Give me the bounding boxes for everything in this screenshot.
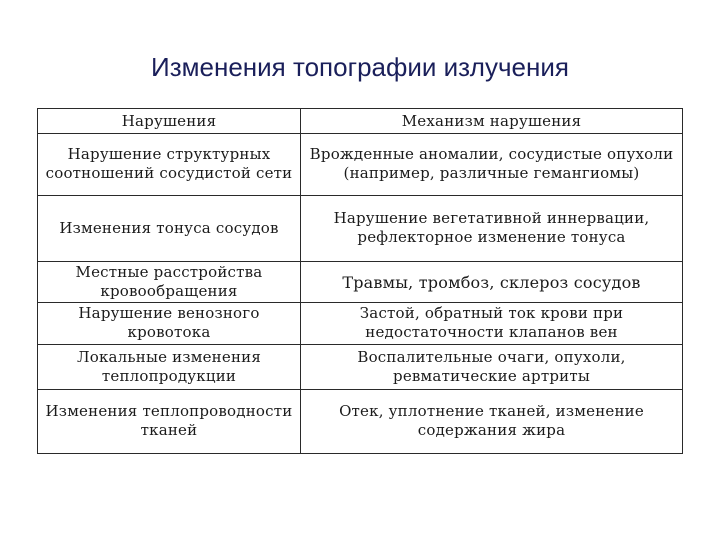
table-row [38, 344, 683, 389]
disorder-cell: Нарушение структурных соотношений сосудистой сети [38, 134, 301, 196]
table-row [38, 134, 683, 196]
mechanism-cell: Воспалительные очаги, опухоли, ревматические артриты [301, 344, 683, 389]
table-row [38, 303, 683, 344]
disorder-cell: Изменения теплопроводности тканей [38, 389, 301, 453]
mechanism-cell: Отек, уплотнение тканей, изменение содержания жира [301, 389, 683, 453]
mechanism-cell: Застой, обратный ток крови при недостаточности клапанов вен [301, 303, 683, 344]
disorder-cell: Нарушение венозного кровотока [38, 303, 301, 344]
table-row [38, 195, 683, 261]
mechanism-cell: Нарушение вегетативной иннервации, рефлекторное изменение тонуса [301, 195, 683, 261]
disorders-table [37, 108, 683, 454]
disorder-cell: Локальные изменения теплопродукции [38, 344, 301, 389]
disorder-cell: Местные расстройства кровообращения [38, 261, 301, 302]
mechanism-cell: Врожденные аномалии, сосудистые опухоли (например, различные гемангиомы) [301, 134, 683, 196]
table-row [38, 389, 683, 453]
disorder-cell: Изменения тонуса сосудов [38, 195, 301, 261]
header-disorders: Нарушения [38, 109, 301, 134]
disorders-table-container [37, 108, 682, 454]
table-header-row [38, 109, 683, 134]
page-title: Изменения топографии излучения [151, 52, 569, 82]
table-row [38, 261, 683, 302]
header-mechanism: Механизм нарушения [301, 109, 683, 134]
mechanism-cell: Травмы, тромбоз, склероз сосудов [301, 261, 683, 302]
